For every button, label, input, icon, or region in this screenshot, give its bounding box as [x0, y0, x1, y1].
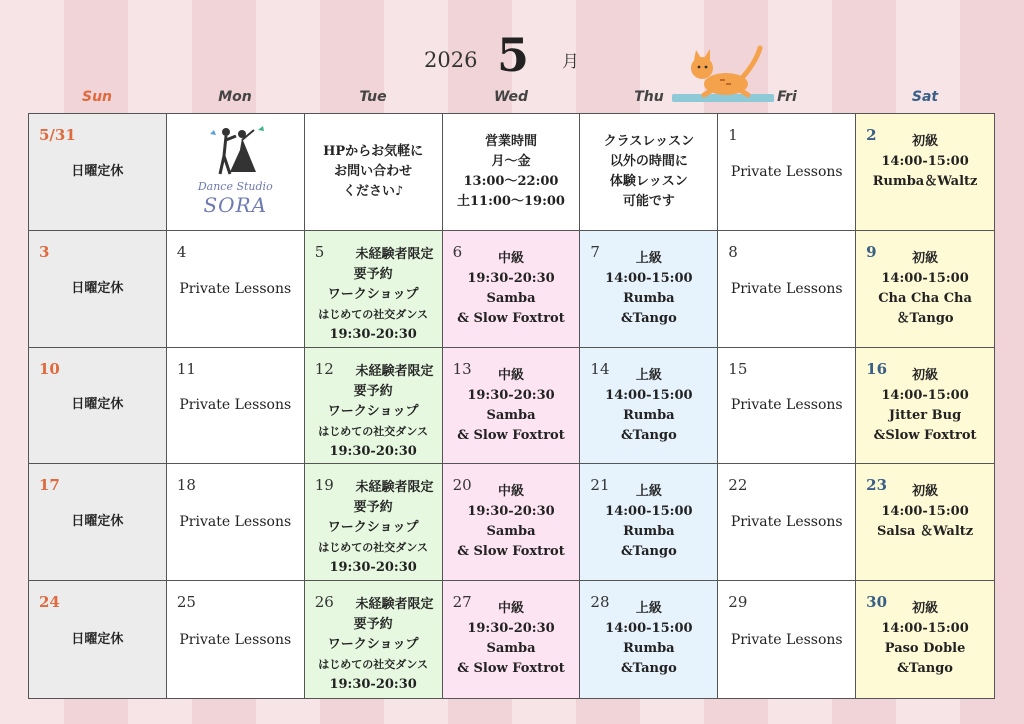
workshop-line: 未経験者限定	[355, 363, 434, 379]
workshop-line: ワークショップ	[327, 286, 419, 302]
info-note	[305, 114, 442, 230]
day-number: 30	[866, 593, 888, 612]
day-number: 21	[590, 476, 610, 495]
day-number: 24	[39, 593, 60, 612]
class-line: 中級	[497, 601, 524, 617]
day-cell-fri	[718, 581, 856, 698]
class-line: Salsa ＆Waltz	[876, 524, 974, 540]
year-label: 2026	[424, 48, 478, 72]
day-number: 14	[590, 359, 610, 378]
weekday-sun: Sun	[81, 89, 113, 105]
day-cell-mon	[167, 581, 305, 698]
workshop-line: はじめての社交ダンス	[318, 541, 429, 555]
cell-content	[29, 464, 166, 580]
day-number: 13	[452, 359, 472, 378]
private-lessons-label: Private Lessons	[730, 631, 843, 648]
class-info	[580, 482, 717, 562]
class-line: Rumba	[623, 641, 675, 657]
cell-content	[29, 231, 166, 347]
day-number: 22	[728, 476, 748, 495]
class-info	[443, 599, 580, 679]
private-lessons-label: Private Lessons	[730, 397, 843, 414]
weekday-mon: Mon	[218, 89, 252, 105]
info-note	[443, 114, 580, 230]
day-number: 18	[176, 476, 196, 495]
day-number: 17	[39, 476, 60, 495]
day-cell-tue	[305, 581, 443, 698]
class-line: & Slow Foxtrot	[457, 661, 565, 677]
private-lessons-label: Private Lessons	[730, 163, 843, 180]
class-line: 中級	[497, 367, 524, 383]
logo-title: SORA	[203, 193, 268, 217]
day-number: 25	[176, 593, 196, 612]
class-line: Paso Doble	[884, 641, 966, 657]
workshop-line: 要予約	[353, 266, 393, 282]
day-number: 29	[728, 593, 748, 612]
cell-content	[29, 114, 166, 230]
class-line: 上級	[635, 367, 662, 383]
day-cell-tue	[305, 348, 443, 465]
workshop-line: 19:30-20:30	[329, 326, 417, 342]
weekday-thu: Thu	[634, 89, 664, 105]
day-number: 23	[866, 476, 888, 495]
class-line: Samba	[486, 641, 536, 657]
note-line: 営業時間	[484, 133, 537, 149]
day-cell-thu	[580, 348, 718, 465]
closed-label: 日曜定休	[71, 280, 124, 296]
note-line: 可能です	[622, 193, 675, 209]
workshop-info	[305, 595, 442, 695]
day-cell-thu	[580, 231, 718, 348]
weekday-tue: Tue	[359, 89, 387, 105]
weekday-wed: Wed	[493, 89, 529, 105]
private-lessons-label: Private Lessons	[179, 397, 292, 414]
class-line: 14:00-15:00	[881, 621, 969, 637]
workshop-line: 未経験者限定	[355, 246, 434, 262]
class-info	[443, 366, 580, 446]
day-number: 15	[728, 359, 748, 378]
workshop-line: ワークショップ	[327, 520, 419, 536]
class-line: 19:30-20:30	[467, 621, 555, 637]
class-info	[856, 482, 994, 542]
note-line: 以外の時間に	[609, 153, 688, 169]
class-line: Rumba	[623, 290, 675, 306]
cell-content	[167, 231, 304, 347]
workshop-line: はじめての社交ダンス	[318, 307, 429, 321]
workshop-info	[305, 478, 442, 578]
class-line: 14:00-15:00	[881, 387, 969, 403]
class-line: 上級	[635, 250, 662, 266]
day-number: 10	[39, 359, 60, 378]
class-line: &Tango	[620, 310, 677, 326]
class-line: &Tango	[620, 544, 677, 560]
day-number: 19	[314, 476, 334, 495]
note-line: 土11:00～19:00	[457, 193, 565, 209]
info-note	[580, 114, 717, 230]
class-line: 14:00-15:00	[881, 270, 969, 286]
day-cell-mon	[167, 114, 305, 231]
day-cell-mon	[167, 348, 305, 465]
day-cell-sun	[29, 231, 167, 348]
class-line: &Tango	[620, 661, 677, 677]
day-cell-thu	[580, 581, 718, 698]
class-line: Rumba＆Waltz	[872, 174, 978, 189]
note-line: ください♪	[342, 183, 404, 199]
class-info	[443, 482, 580, 562]
day-cell-sat	[856, 348, 994, 465]
cell-content	[718, 231, 855, 347]
class-line: 初級	[912, 250, 939, 266]
class-line: &Slow Foxtrot	[873, 427, 977, 443]
day-cell-sat	[856, 231, 994, 348]
calendar-grid	[28, 113, 995, 699]
class-line: Rumba	[623, 524, 675, 540]
day-number: 3	[39, 242, 50, 261]
private-lessons-label: Private Lessons	[179, 514, 292, 531]
class-line: 19:30-20:30	[467, 270, 555, 286]
cell-content	[718, 348, 855, 464]
day-number: 5/31	[39, 126, 76, 144]
class-info	[856, 249, 994, 329]
calendar-header	[0, 28, 1024, 88]
day-cell-fri	[718, 464, 856, 581]
class-line: 初級	[912, 134, 939, 149]
day-number: 26	[314, 593, 334, 612]
workshop-line: ワークショップ	[327, 637, 419, 653]
class-line: 14:00-15:00	[605, 504, 693, 520]
class-line: 上級	[635, 601, 662, 617]
dancing-couple-icon	[200, 124, 270, 176]
cell-content	[167, 464, 304, 580]
class-info	[443, 249, 580, 329]
day-cell-mon	[167, 464, 305, 581]
day-cell-wed	[443, 581, 581, 698]
class-line: 14:00-15:00	[881, 504, 969, 520]
day-number: 28	[590, 593, 610, 612]
day-cell-sun	[29, 464, 167, 581]
class-line: 上級	[635, 484, 662, 500]
day-cell-fri	[718, 231, 856, 348]
class-line: 19:30-20:30	[467, 387, 555, 403]
cell-content	[29, 581, 166, 698]
weekday-sat: Sat	[911, 89, 939, 105]
class-line: 14:00-15:00	[605, 270, 693, 286]
class-info	[856, 366, 994, 446]
class-line: 19:30-20:30	[467, 504, 555, 520]
class-line: 中級	[497, 484, 524, 500]
day-number: 5	[314, 242, 325, 261]
closed-label: 日曜定休	[71, 631, 124, 647]
day-number: 1	[728, 126, 738, 144]
private-lessons-label: Private Lessons	[730, 280, 843, 297]
day-cell-tue	[305, 114, 443, 231]
class-line: & Slow Foxtrot	[457, 544, 565, 560]
month-suffix: 月	[562, 52, 579, 72]
day-number: 9	[866, 242, 877, 261]
month-number: 5	[497, 28, 530, 82]
private-lessons-label: Private Lessons	[730, 514, 843, 531]
closed-label: 日曜定休	[71, 163, 124, 179]
day-number: 8	[728, 242, 738, 261]
workshop-line: はじめての社交ダンス	[318, 424, 429, 438]
day-cell-tue	[305, 231, 443, 348]
note-line: お問い合わせ	[334, 163, 413, 179]
note-line: 13:00～22:00	[463, 173, 559, 189]
logo-subtitle: Dance Studio	[197, 180, 273, 193]
class-line: Samba	[486, 407, 536, 423]
note-line: HPからお気軽に	[323, 143, 424, 159]
day-cell-sat	[856, 581, 994, 698]
class-line: 14:00-15:00	[605, 621, 693, 637]
class-line: ＆Tango	[896, 310, 954, 326]
workshop-info	[305, 359, 442, 462]
workshop-line: ワークショップ	[327, 403, 419, 419]
class-line: Cha Cha Cha	[878, 290, 972, 306]
day-cell-sat	[856, 464, 994, 581]
day-cell-wed	[443, 348, 581, 465]
class-line: Rumba	[623, 407, 675, 423]
cell-content	[29, 348, 166, 464]
workshop-line: 要予約	[353, 383, 393, 399]
closed-label: 日曜定休	[71, 514, 124, 530]
cell-content	[718, 581, 855, 698]
day-cell-fri	[718, 348, 856, 465]
day-cell-sun	[29, 114, 167, 231]
workshop-line: 要予約	[353, 617, 393, 633]
closed-label: 日曜定休	[71, 397, 124, 413]
cell-content	[718, 464, 855, 580]
day-cell-sun	[29, 581, 167, 698]
class-line: Samba	[486, 290, 536, 306]
day-cell-wed	[443, 231, 581, 348]
day-cell-fri	[718, 114, 856, 231]
note-line: 体験レッスン	[609, 173, 688, 189]
day-number: 7	[590, 242, 600, 261]
day-cell-sun	[29, 348, 167, 465]
class-info	[856, 132, 994, 192]
note-line: 月～金	[491, 153, 531, 169]
day-cell-wed	[443, 464, 581, 581]
class-info	[580, 599, 717, 679]
workshop-line: 19:30-20:30	[329, 560, 417, 576]
class-line: 14:00-15:00	[881, 154, 969, 169]
cell-content	[167, 348, 304, 464]
day-cell-mon	[167, 231, 305, 348]
class-line: 中級	[497, 250, 524, 266]
workshop-line: はじめての社交ダンス	[318, 658, 429, 672]
workshop-line: 未経験者限定	[355, 597, 434, 613]
workshop-line: 要予約	[353, 500, 393, 516]
note-line: クラスレッスン	[603, 133, 695, 149]
weekday-fri: Fri	[777, 89, 797, 105]
class-line: 14:00-15:00	[605, 387, 693, 403]
class-info	[580, 366, 717, 446]
day-number: 11	[176, 359, 196, 378]
private-lessons-label: Private Lessons	[179, 280, 292, 297]
workshop-line: 19:30-20:30	[329, 677, 417, 693]
day-number: 6	[452, 242, 463, 261]
cell-content	[718, 114, 855, 230]
day-cell-sat	[856, 114, 994, 231]
day-cell-thu	[580, 114, 718, 231]
day-cell-wed	[443, 114, 581, 231]
day-number: 27	[452, 593, 472, 612]
class-line: 初級	[912, 601, 939, 617]
class-line: &Tango	[620, 427, 677, 443]
day-cell-thu	[580, 464, 718, 581]
workshop-line: 19:30-20:30	[329, 443, 417, 459]
day-number: 12	[314, 359, 334, 378]
class-line: &Tango	[897, 661, 953, 677]
class-line: & Slow Foxtrot	[457, 310, 565, 326]
class-info	[856, 599, 994, 679]
cell-content	[167, 581, 304, 698]
day-cell-tue	[305, 464, 443, 581]
day-number: 16	[866, 359, 888, 378]
class-line: & Slow Foxtrot	[457, 427, 565, 443]
class-line: Jitter Bug	[888, 407, 962, 423]
workshop-line: 未経験者限定	[355, 480, 434, 496]
day-number: 20	[452, 476, 472, 495]
studio-logo	[167, 124, 304, 217]
day-number: 2	[866, 126, 877, 144]
day-number: 4	[176, 242, 187, 261]
class-line: Samba	[486, 524, 536, 540]
class-line: 初級	[912, 484, 939, 500]
class-line: 初級	[912, 367, 939, 383]
class-info	[580, 249, 717, 329]
workshop-info	[305, 242, 442, 345]
private-lessons-label: Private Lessons	[179, 631, 292, 648]
